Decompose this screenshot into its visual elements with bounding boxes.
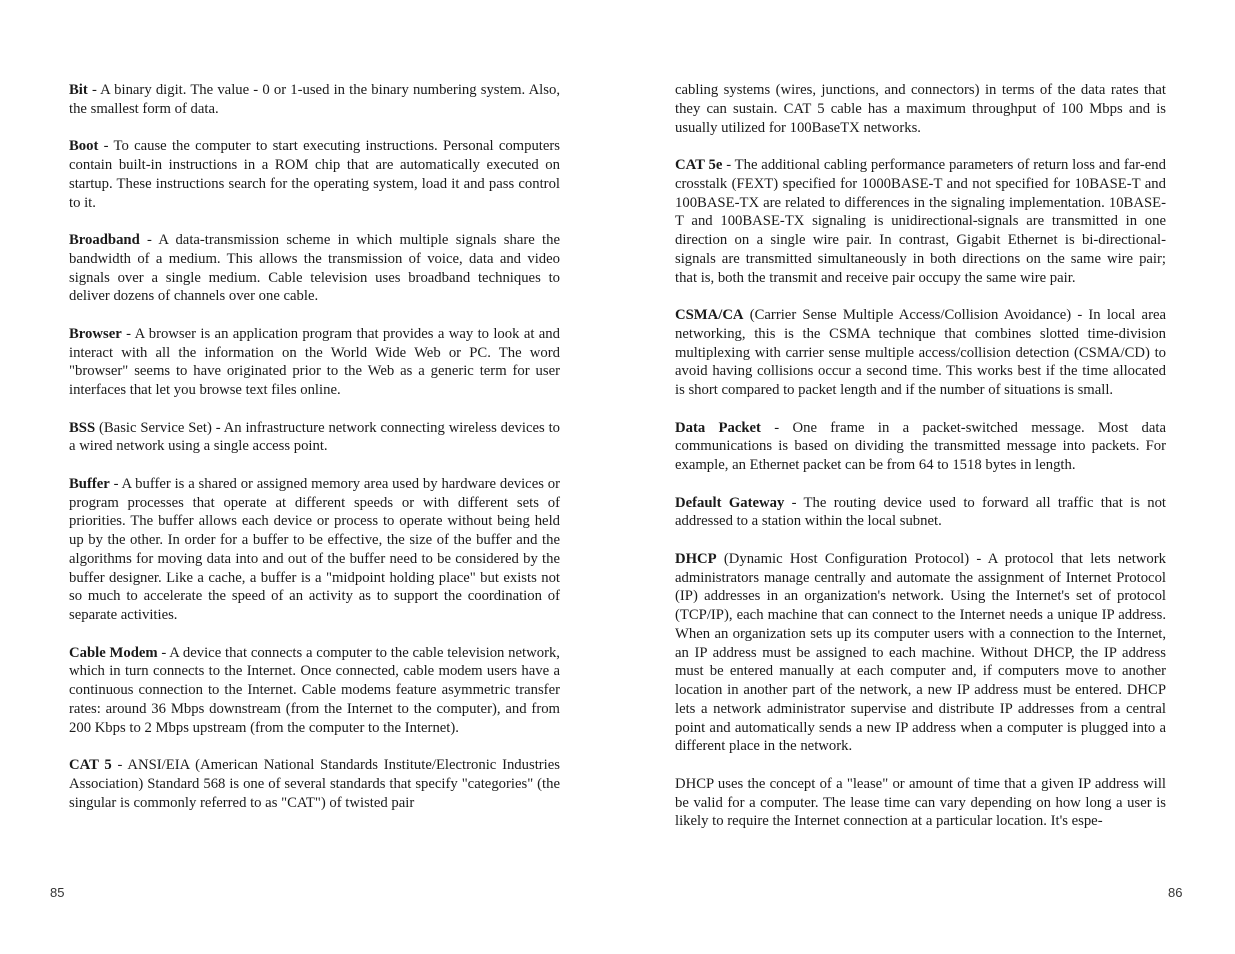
glossary-definition: DHCP uses the concept of a "lease" or amount of time that a given IP address will be valid for a computer. The lease time can vary depending on how long a user is likely to require the Internet connection at a particular location. It's espe- <box>675 775 1166 830</box>
glossary-entry-bss <box>69 419 560 457</box>
left-page-column <box>69 81 560 831</box>
glossary-entry-default-gateway <box>675 494 1166 532</box>
glossary-definition: - A data-transmission scheme in which multiple signals share the bandwidth of a medium. This allows the transmission of voice, data and video signals over a single medium. Cable television uses broadband techniques to deliver dozens of channels over one cable. <box>69 232 560 305</box>
glossary-term: Browser <box>69 325 122 342</box>
right-page-column <box>675 81 1166 850</box>
glossary-entry-browser <box>69 325 560 400</box>
glossary-term: Broadband <box>69 232 140 248</box>
glossary-definition: - One frame in a packet-switched message. Most data communications is based on dividing the transmitted message into packets. For example, an Ethernet packet can be from 64 to 1518 bytes in length. <box>675 419 1166 473</box>
glossary-term: Default Gateway <box>675 494 785 511</box>
glossary-entry-csma-ca <box>675 306 1166 400</box>
glossary-term: BSS <box>69 419 96 436</box>
glossary-entry-cable-modem <box>69 644 560 738</box>
glossary-definition: - The routing device used to forward all traffic that is not addressed to a station within the local subnet. <box>675 494 1166 530</box>
glossary-entry-cat5e <box>675 156 1166 287</box>
glossary-entry-dhcp-lease <box>675 775 1166 831</box>
glossary-term: Data Packet <box>675 419 761 436</box>
glossary-term: CAT 5 <box>69 757 112 773</box>
glossary-entry-cat5 <box>69 756 560 812</box>
glossary-definition: - A binary digit. The value - 0 or 1-used in the binary numbering system. Also, the smallest form of data. <box>69 82 560 117</box>
glossary-definition: (Dynamic Host Configuration Protocol) - A protocol that lets network administrators manage centrally and automate the assignment of Internet Protocol (IP) addresses in an organization's network. Using the Internet's set of protocol (TCP/IP), each machine that can connect to the Internet needs a unique IP address. When an organization sets up its computer users with a connection to the Internet, an IP address must be assigned to each machine. Without DHCP, the IP address must be entered manually at each computer and, if computers move to another location in another part of the network, a new IP address must be entered. DHCP lets a network administrator supervise and distribute IP addresses from a central point and automatically sends a new IP address when a computer is plugged into a different place in the network. <box>675 550 1166 755</box>
glossary-definition: cabling systems (wires, junctions, and connectors) in terms of the data rates that they can sustain. CAT 5 cable has a maximum throughput of 100 Mbps and is usually utilized for 100BaseTX networks. <box>675 82 1166 136</box>
glossary-term: Buffer <box>69 475 110 492</box>
page-number-right: 86 <box>1168 885 1183 900</box>
glossary-definition: - The additional cabling performance parameters of return loss and far-end crosstalk (FEXT) specified for 1000BASE-T and not specified for 10BASE-T and 100BASE-TX are related to differences in the signaling implementation. 10BASE-T and 100BASE-TX signaling is unidirectional-signals are transmitted in one direction on a single wire pair. In contrast, Gigabit Ethernet is bi-directional-signals are transmitted simultaneously in both directions on the same wire pair; that is, both the transmit and receive pair occupy the same wire pair. <box>675 157 1166 286</box>
glossary-term: DHCP <box>675 550 717 567</box>
glossary-term: Cable Modem <box>69 644 158 661</box>
glossary-term: Boot <box>69 138 99 155</box>
glossary-definition: (Basic Service Set) - An infrastructure network connecting wireless devices to a wired network using a single access point. <box>69 419 560 455</box>
glossary-entry-boot <box>69 137 560 212</box>
glossary-term: CSMA/CA <box>675 307 744 323</box>
glossary-definition: (Carrier Sense Multiple Access/Collision Avoidance) - In local area networking, this is the CSMA technique that combines slotted time-division multiplexing with carrier sense multiple access/collision detection (CSMA/CD) to avoid having collisions occur a second time. This works best if the time allocated is short compared to packet length and if the number of situations is small. <box>675 307 1166 398</box>
glossary-entry-cat5-continued <box>675 81 1166 137</box>
glossary-entry-buffer <box>69 475 560 625</box>
page-number-left: 85 <box>50 885 65 900</box>
glossary-definition: - To cause the computer to start executing instructions. Personal computers contain built-in instructions in a ROM chip that are automatically executed on startup. These instructions search for the operating system, load it and pass control to it. <box>69 138 560 211</box>
glossary-definition: - A buffer is a shared or assigned memory area used by hardware devices or program processes that operate at different speeds or with different sets of priorities. The buffer allows each device or process to operate without being held up by the other. In order for a buffer to be effective, the size of the buffer and the algorithms for moving data into and out of the buffer need to be considered by the buffer designer. Like a cache, a buffer is a "midpoint holding place" but exists not so much to accelerate the speed of an activity as to support the coordination of separate activities. <box>69 475 560 623</box>
glossary-term: CAT 5e <box>675 157 723 173</box>
glossary-term: Bit <box>69 82 88 98</box>
glossary-entry-dhcp <box>675 550 1166 756</box>
glossary-definition: - A browser is an application program that provides a way to look at and interact with all the information on the World Wide Web or PC. The word "browser" seems to have originated prior to the Web as a generic term for user interfaces that let you browse text files online. <box>69 325 560 398</box>
glossary-entry-data-packet <box>675 419 1166 475</box>
glossary-definition: - ANSI/EIA (American National Standards Institute/Electronic Industries Association) Standard 568 is one of several standards that specify "categories" (the singular is commonly referred to as "CAT") of twisted pair <box>69 757 560 811</box>
glossary-definition: - A device that connects a computer to the cable television network, which in turn connects to the Internet. Once connected, cable modem users have a continuous connection to the Internet. Cable modems feature asymmetric transfer rates: around 36 Mbps downstream (from the Internet to the computer), and from 200 Kbps to 2 Mbps upstream (from the computer to the Internet). <box>69 644 560 736</box>
glossary-entry-broadband <box>69 231 560 306</box>
glossary-entry-bit <box>69 81 560 119</box>
